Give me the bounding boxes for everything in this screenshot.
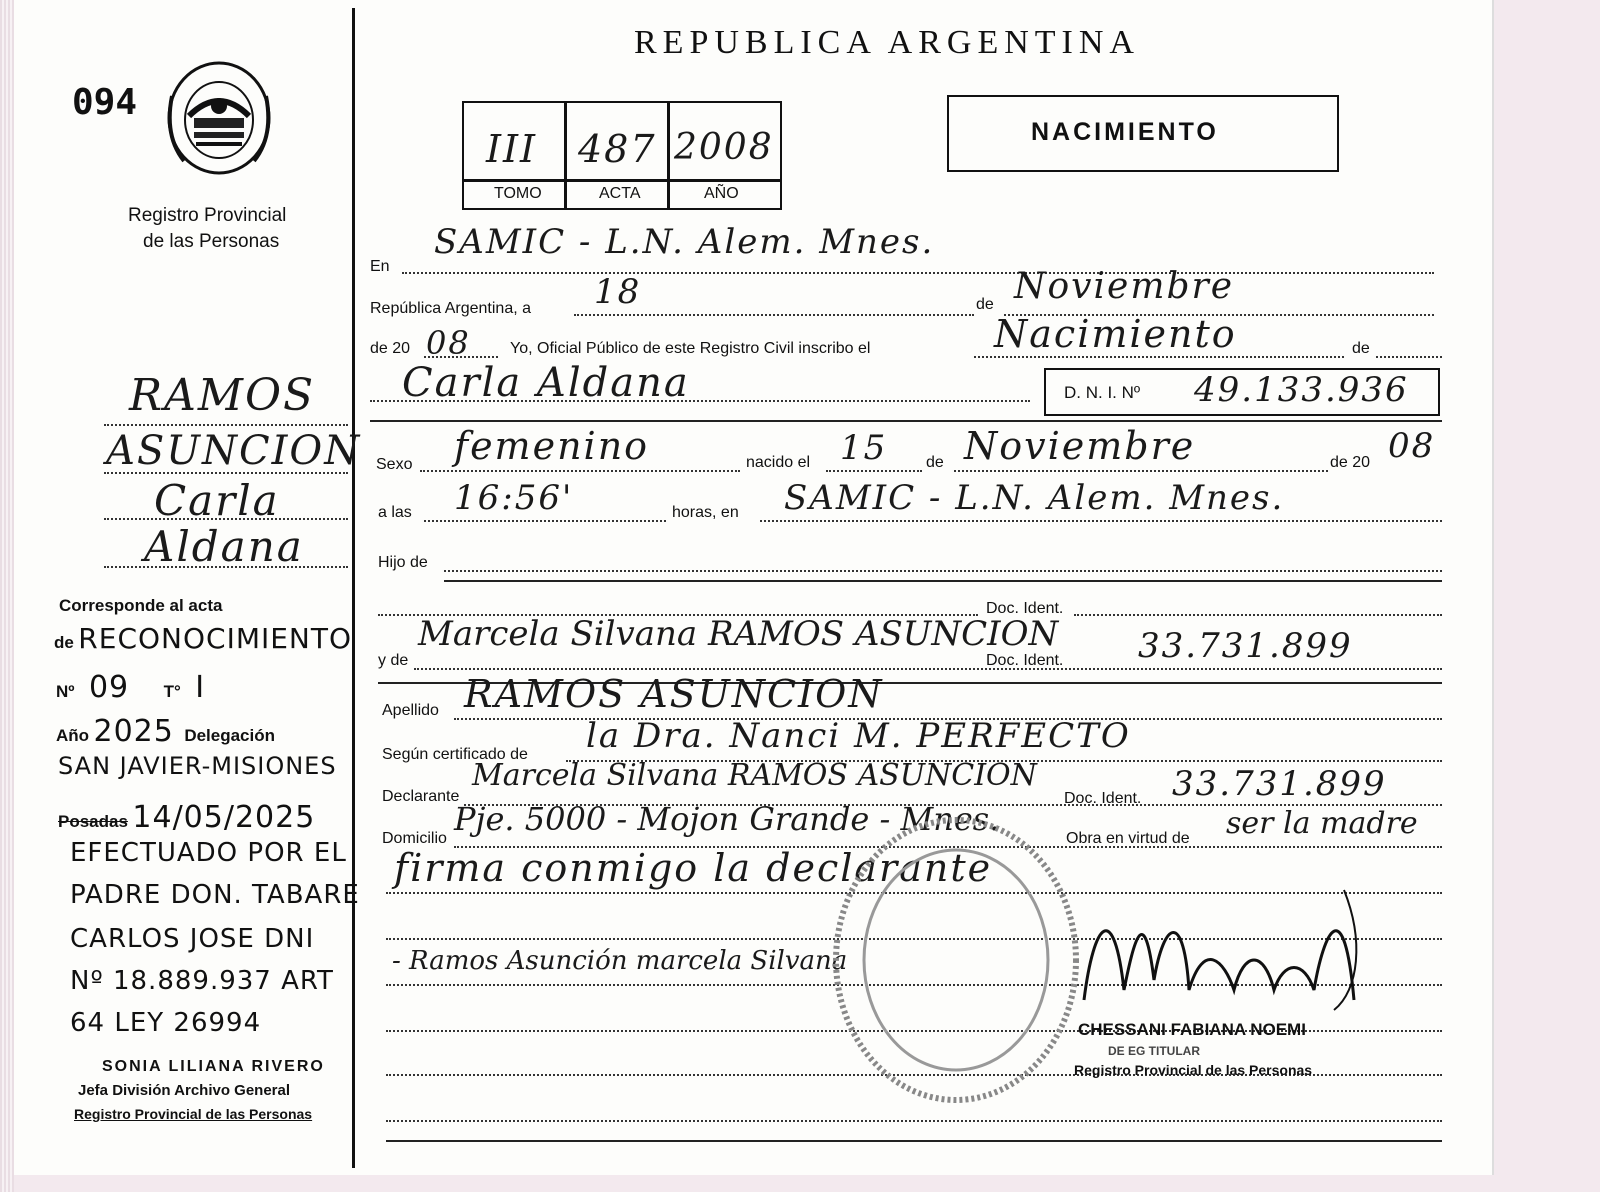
year-value: 08: [426, 324, 471, 362]
mother-name: Marcela Silvana RAMOS ASUNCION: [418, 614, 1059, 654]
hijo-label: Hijo de: [378, 554, 428, 571]
horas-label: horas, en: [672, 504, 739, 521]
stamp-anio-label: Año: [56, 726, 90, 745]
acta-value: 487: [578, 127, 657, 171]
mother-doc-label: Doc. Ident.: [986, 652, 1064, 669]
stamp-signer-org: Registro Provincial de las Personas: [74, 1106, 313, 1122]
stamp-date-value: 14/05/2025: [132, 800, 316, 835]
stamp-note-line-5: 64 LEY 26994: [70, 1008, 262, 1038]
record-type-box: [947, 95, 1339, 172]
month-value: Noviembre: [1014, 266, 1235, 307]
official-role: DE EG TITULAR: [1108, 1044, 1200, 1058]
column-divider: [352, 8, 355, 1168]
margin-given-1: Carla: [154, 476, 280, 525]
stamp-anio-value: 2025: [93, 714, 174, 749]
obra-label: Obra en virtud de: [1066, 830, 1190, 847]
y-de-label: y de: [378, 652, 409, 669]
stamp-numero-label: Nº: [56, 682, 75, 701]
stamp-tomo-value: I: [195, 670, 206, 705]
birth-year: 08: [1388, 426, 1436, 466]
corresponde-label: Corresponde al acta: [59, 596, 223, 615]
apellido-label: Apellido: [382, 702, 439, 719]
stamp-signer-name: SONIA LILIANA RIVERO: [102, 1058, 325, 1075]
stamp-signer-title: Jefa División Archivo General: [78, 1082, 291, 1099]
act-de-label: de: [1352, 340, 1370, 357]
page-number: 094: [72, 82, 138, 123]
dni-label: D. N. I. Nº: [1064, 383, 1141, 402]
republica-label: República Argentina, a: [370, 300, 531, 317]
stamp-note-line-2: PADRE DON. TABARE: [70, 880, 360, 910]
official-signature: [1074, 880, 1374, 1020]
birth-day: 15: [840, 428, 888, 468]
stamp-numero-value: 09: [88, 670, 130, 705]
page-stack-edge: [0, 0, 14, 1192]
domicilio-label: Domicilio: [382, 830, 447, 847]
firma-text: firma conmigo la declarante: [394, 846, 993, 890]
stamp-date-label: Posadas: [58, 812, 128, 831]
birth-time: 16:56': [454, 478, 574, 518]
birth-certificate-page: [14, 0, 1492, 1175]
margin-surname-2: ASUNCION: [106, 428, 362, 474]
child-name: Carla Aldana: [402, 360, 690, 406]
dni-value: 49.133.936: [1194, 370, 1409, 410]
stamp-tomo-label: T°: [163, 682, 181, 701]
birth-place: SAMIC - L.N. Alem. Mnes.: [784, 478, 1285, 518]
sexo-value: femenino: [454, 424, 650, 468]
registry-name-line1: Registro Provincial: [128, 205, 287, 226]
official-name: CHESSANI FABIANA NOEMI: [1078, 1020, 1306, 1039]
stamp-delegacion-label: Delegación: [184, 726, 276, 745]
sexo-label: Sexo: [376, 456, 413, 473]
official-org: Registro Provincial de las Personas: [1074, 1062, 1313, 1078]
stamp-note-line-3: CARLOS JOSE DNI: [70, 924, 315, 954]
en-label: En: [370, 258, 390, 275]
birth-year-prefix: de 20: [1330, 454, 1371, 471]
country-header: REPUBLICA ARGENTINA: [634, 24, 1140, 61]
stamp-de-label: de: [54, 633, 74, 652]
year-prefix-label: de 20: [370, 340, 411, 357]
registry-round-seal-icon: [826, 810, 1086, 1110]
birth-de-label: de: [926, 454, 944, 471]
record-type: NACIMIENTO: [1031, 118, 1219, 146]
anio-value: 2008: [674, 127, 774, 168]
margin-surname-1: RAMOS: [129, 370, 316, 421]
birth-month: Noviembre: [964, 424, 1196, 468]
dni-box: [1044, 368, 1440, 416]
declarante-label: Declarante: [382, 788, 460, 805]
domicilio-value: Pje. 5000 - Mojon Grande - Mnes.: [454, 800, 1000, 838]
province-seal-icon: [164, 56, 274, 176]
nacido-label: nacido el: [746, 454, 811, 471]
certificado-value: la Dra. Nanci M. PERFECTO: [586, 716, 1131, 756]
stamp-delegacion-value: SAN JAVIER-MISIONES: [58, 752, 337, 780]
day-value: 18: [594, 272, 642, 312]
stamp-note-line-4: Nº 18.889.937 ART: [70, 966, 334, 996]
declarante-doc-label: Doc. Ident.: [1064, 790, 1142, 807]
certificado-label: Según certificado de: [382, 746, 528, 763]
declarant-signature-line: - Ramos Asunción marcela Silvana: [392, 946, 848, 976]
registry-name-line2: de las Personas: [143, 231, 280, 252]
stamp-note-line-1: EFECTUADO POR EL: [70, 838, 347, 868]
a-las-label: a las: [378, 504, 412, 521]
reference-table: [462, 101, 782, 210]
anio-label: AÑO: [704, 185, 739, 202]
mother-doc: 33.731.899: [1138, 626, 1353, 666]
month-de-label: de: [976, 296, 994, 313]
tomo-label: TOMO: [494, 185, 542, 202]
apellido-value: RAMOS ASUNCION: [464, 672, 884, 716]
margin-given-2: Aldana: [144, 522, 304, 571]
act-value: Nacimiento: [994, 312, 1237, 356]
father-doc-label: Doc. Ident.: [986, 600, 1064, 617]
declarante-value: Marcela Silvana RAMOS ASUNCION: [472, 758, 1037, 793]
tomo-value: III: [486, 127, 538, 171]
obra-value: ser la madre: [1226, 806, 1418, 841]
en-value: SAMIC - L.N. Alem. Mnes.: [434, 222, 935, 262]
stamp-acta-type: RECONOCIMIENTO: [78, 622, 353, 655]
oficial-text: Yo, Oficial Público de este Registro Civil inscribo el: [510, 340, 871, 357]
declarante-doc: 33.731.899: [1172, 764, 1387, 804]
acta-label: ACTA: [599, 185, 641, 202]
